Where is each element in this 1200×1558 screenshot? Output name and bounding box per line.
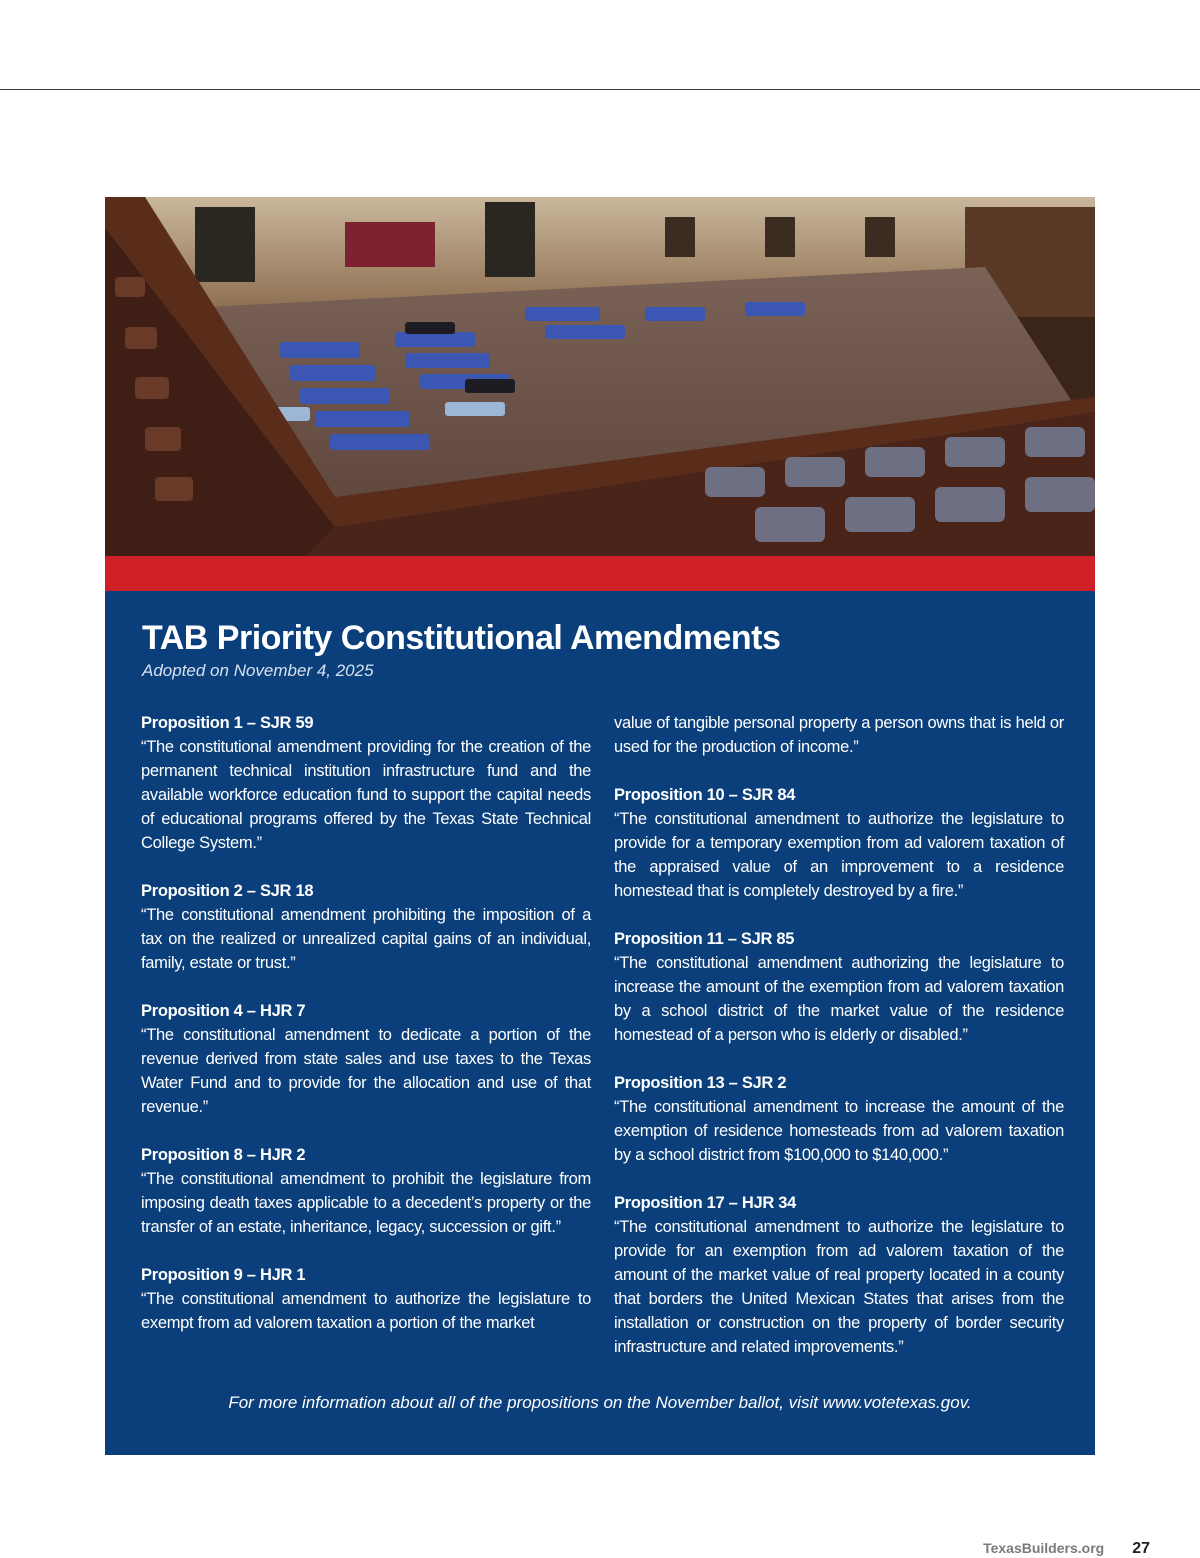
proposition-text: “The constitutional amendment providing for the creation of the permanent technical institution infrastructure fund and the available workforce education fund to support the capital needs of educational programs offered by the Texas State Technical College System.”: [141, 738, 591, 852]
page-title: TAB Priority Constitutional Amendments: [142, 619, 781, 657]
proposition-item: [614, 1191, 1064, 1359]
page-subtitle: Adopted on November 4, 2025: [142, 661, 374, 680]
proposition-item: [614, 783, 1064, 903]
proposition-text: “The constitutional amendment to authorize the legislature to provide for an exemption from ad valorem taxation of the amount of the market value of real property located in a county that borders the United Mexican States that arises from the installation or construction on the property of border security infrastructure and related improvements.”: [614, 1218, 1064, 1356]
proposition-item: [614, 1071, 1064, 1167]
proposition-title: Proposition 13 – SJR 2: [614, 1074, 787, 1092]
right-column: [614, 711, 1064, 1383]
proposition-title: Proposition 11 – SJR 85: [614, 930, 795, 948]
proposition-title: Proposition 8 – HJR 2: [141, 1146, 306, 1164]
proposition-text: “The constitutional amendment to authorize the legislature to exempt from ad valorem taxation a portion of the market: [141, 1290, 591, 1332]
chamber-photo: [105, 197, 1095, 556]
proposition-title: Proposition 1 – SJR 59: [141, 714, 314, 732]
proposition-item: [141, 1263, 591, 1335]
page-number: 27: [1132, 1540, 1150, 1557]
proposition-title: Proposition 9 – HJR 1: [141, 1266, 306, 1284]
proposition-continuation: value of tangible personal property a person owns that is held or used for the production of income.”: [614, 714, 1064, 756]
top-rule: [0, 89, 1200, 90]
proposition-title: Proposition 2 – SJR 18: [141, 882, 314, 900]
page-footer: [983, 1540, 1150, 1558]
proposition-text: “The constitutional amendment to authorize the legislature to provide for a temporary exemption from ad valorem taxation of the appraised value of an improvement to a residence homestead that is completely destroyed by a fire.”: [614, 810, 1064, 900]
proposition-text: “The constitutional amendment to increase the amount of the exemption of residence homesteads from ad valorem taxation by a school district from $100,000 to $140,000.”: [614, 1098, 1064, 1164]
proposition-item: [141, 711, 591, 855]
red-accent-band: [105, 556, 1095, 591]
left-column: [141, 711, 591, 1359]
proposition-text: “The constitutional amendment to prohibit the legislature from imposing death taxes applicable to a decedent’s property or the transfer of an estate, inheritance, legacy, succession or gift.”: [141, 1170, 591, 1236]
proposition-text: “The constitutional amendment authorizing the legislature to increase the amount of the exemption from ad valorem taxation by a school district of the market value of the residence homestead of a person who is elderly or disabled.”: [614, 954, 1064, 1044]
chamber-photo-illustration: [105, 197, 1095, 556]
proposition-text: “The constitutional amendment prohibiting the imposition of a tax on the realized or unrealized capital gains of an individual, family, estate or trust.”: [141, 906, 591, 972]
proposition-item: [141, 999, 591, 1119]
proposition-item: [141, 879, 591, 975]
proposition-title: Proposition 4 – HJR 7: [141, 1002, 306, 1020]
proposition-text: “The constitutional amendment to dedicate a portion of the revenue derived from state sales and use taxes to the Texas Water Fund and to provide for the allocation and use of that revenue.”: [141, 1026, 591, 1116]
more-info-note: For more information about all of the propositions on the November ballot, visit www.votetexas.gov.: [228, 1393, 972, 1412]
proposition-item: [141, 1143, 591, 1239]
proposition-title: Proposition 17 – HJR 34: [614, 1194, 796, 1212]
amendments-panel: [105, 591, 1095, 1455]
site-name: TexasBuilders.org: [983, 1540, 1105, 1556]
proposition-item: [614, 927, 1064, 1047]
proposition-title: Proposition 10 – SJR 84: [614, 786, 796, 804]
